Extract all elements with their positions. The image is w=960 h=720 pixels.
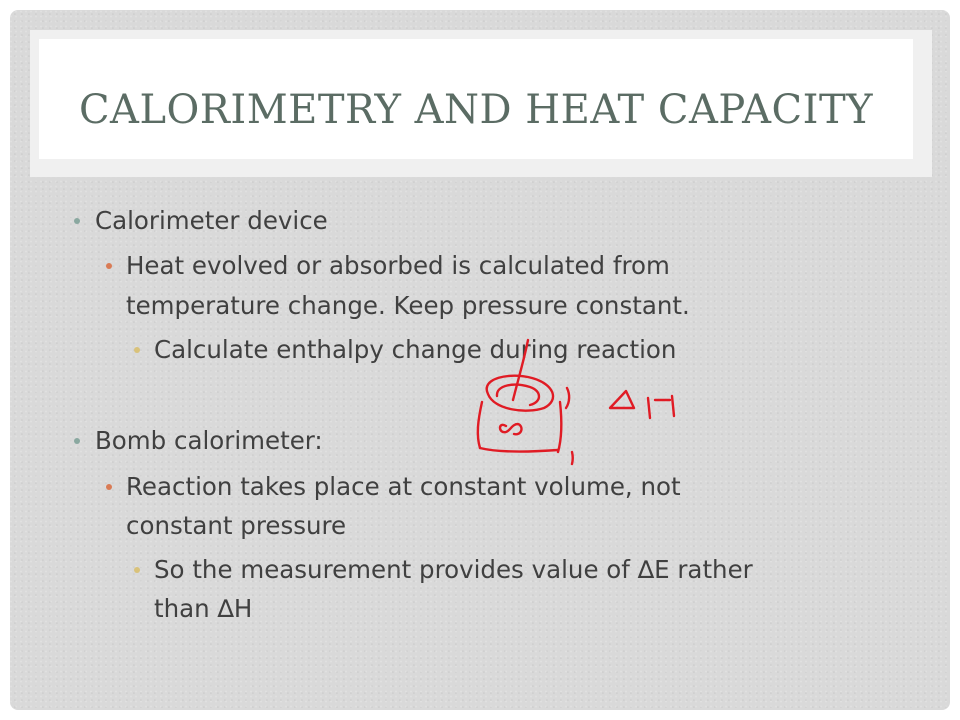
bullet-constant-volume-line1: Reaction takes place at constant volume, not — [126, 472, 681, 501]
bullet-dot — [74, 438, 80, 444]
bullet-dot — [106, 263, 112, 269]
bullet-dot — [134, 567, 140, 573]
bullet-constant-volume-line2: constant pressure — [126, 511, 347, 540]
slide — [10, 10, 950, 710]
bullet-dot — [106, 484, 112, 490]
bullet-heat-evolved-line1: Heat evolved or absorbed is calculated from — [126, 251, 670, 280]
slide-title: CALORIMETRY AND HEAT CAPACITY — [78, 87, 874, 133]
bullet-bomb-calorimeter: Bomb calorimeter: — [95, 426, 323, 455]
bullet-measurement-line2: than ∆H — [154, 594, 253, 623]
bullet-dot — [74, 218, 80, 224]
bullet-calorimeter-device: Calorimeter device — [95, 206, 328, 235]
bullet-measurement-line1: So the measurement provides value of ∆E rather — [154, 555, 753, 584]
slide-body — [10, 10, 950, 710]
bullet-calculate-enthalpy: Calculate enthalpy change during reaction — [154, 335, 677, 364]
bullet-heat-evolved-line2: temperature change. Keep pressure constant. — [126, 291, 690, 320]
bullet-dot — [134, 347, 140, 353]
